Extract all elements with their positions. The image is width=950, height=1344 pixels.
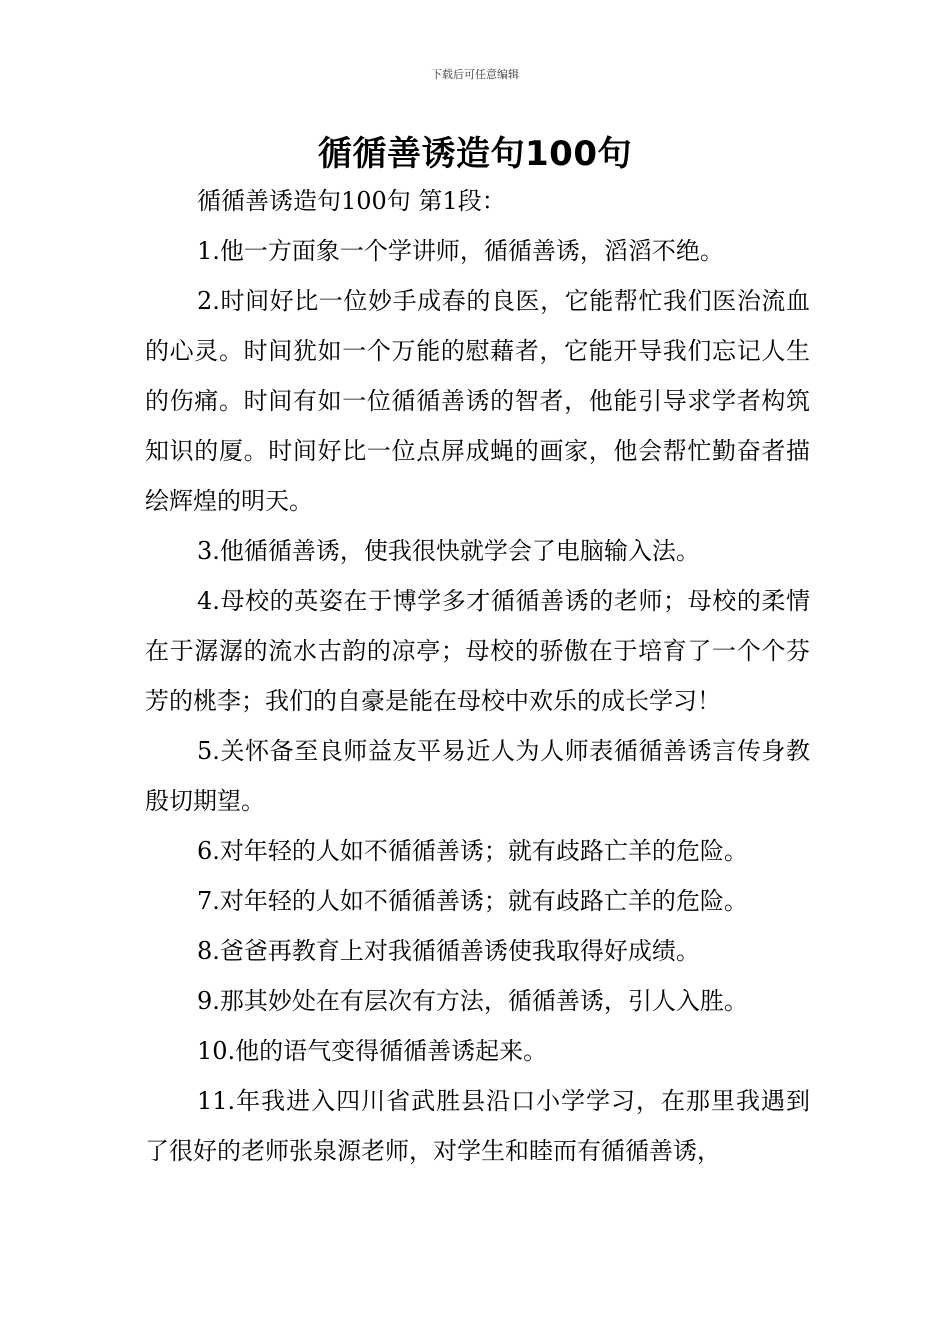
sentence-1: 1.他一方面象一个学讲师，循循善诱，滔滔不绝。 bbox=[197, 237, 724, 265]
sentence-6: 6.对年轻的人如不循循善诱；就有歧路亡羊的危险。 bbox=[197, 837, 748, 865]
document-title: 循循善诱造句100句 bbox=[318, 134, 632, 174]
sentence-10: 10.他的语气变得循循善诱起来。 bbox=[197, 1037, 548, 1065]
page-header-note: 下载后可任意编辑 bbox=[431, 68, 519, 81]
sentence-8: 8.爸爸再教育上对我循循善诱使我取得好成绩。 bbox=[197, 937, 700, 965]
sentence-3: 3.他循循善诱，使我很快就学会了电脑输入法。 bbox=[197, 537, 700, 565]
sentence-7: 7.对年轻的人如不循循善诱；就有歧路亡羊的危险。 bbox=[197, 887, 748, 915]
sentence-11: 11.年我进入四川省武胜县沿口小学学习，在那里我遇到了很好的老师张泉源老师，对学生和睦而有循循善诱， bbox=[145, 1087, 810, 1165]
sentence-5: 5.关怀备至良师益友平易近人为人师表循循善诱言传身教殷切期望。 bbox=[145, 737, 810, 815]
document-body bbox=[145, 176, 810, 1176]
intro-line: 循循善诱造句100句 第1段： bbox=[197, 187, 506, 215]
sentence-4: 4.母校的英姿在于博学多才循循善诱的老师；母校的柔情在于潺潺的流水古韵的凉亭；母校的骄傲在于培育了一个个芬芳的桃李；我们的自豪是能在母校中欢乐的成长学习！ bbox=[145, 587, 810, 715]
sentence-9: 9.那其妙处在有层次有方法，循循善诱，引人入胜。 bbox=[197, 987, 748, 1015]
sentence-2: 2.时间好比一位妙手成春的良医，它能帮忙我们医治流血的心灵。时间犹如一个万能的慰藉者，它能开导我们忘记人生的伤痛。时间有如一位循循善诱的智者，他能引导求学者构筑知识的厦。时间好比一位点屏成蝇的画家，他会帮忙勤奋者描绘辉煌的明天。 bbox=[145, 287, 810, 515]
